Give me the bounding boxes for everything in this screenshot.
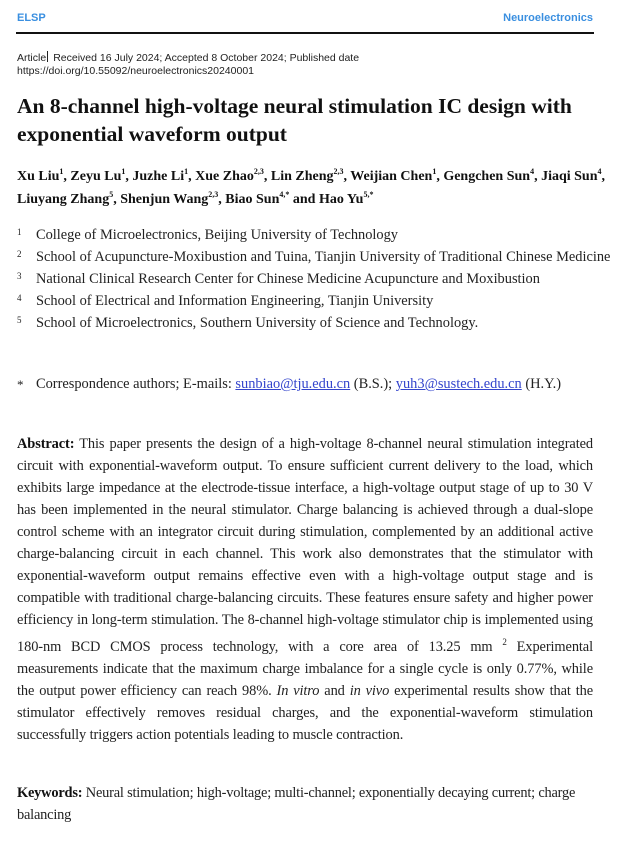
publisher-logo: ELSP [17,12,46,24]
author-affiliation-mark: 1 [121,167,126,176]
author-name: Gengchen Sun [443,169,531,184]
affiliation-number: 2 [17,249,22,259]
author-affiliation-mark: 2,3 [253,167,264,176]
author-separator: , [218,192,226,207]
journal-header [17,12,593,32]
author-name: Hao Yu [318,192,364,207]
author-separator: , [188,169,196,184]
author-separator: , [263,169,271,184]
type-separator [47,51,48,62]
paper-title: An 8-channel high-voltage neural stimulation IC design with exponential waveform output [17,94,572,146]
author-separator: , [63,169,71,184]
author-name: Jiaqi Sun [541,169,598,184]
author-affiliation-mark: 2,3 [208,190,219,199]
header-divider [16,32,594,34]
affiliation-number: 4 [17,293,22,303]
affiliation-text: School of Electrical and Information Engineering, Tianjin University [36,293,434,309]
article-type: Article [17,52,47,64]
affiliation-item [17,224,617,246]
affiliation-list [17,224,617,334]
affiliation-text: School of Microelectronics, Southern University of Science and Technology. [36,315,479,331]
email-link-sunbiao[interactable]: sunbiao@tju.edu.cn [235,376,351,392]
author-name: Juzhe Li [132,169,185,184]
author-name: Zeyu Lu [70,169,122,184]
affiliation-number: 5 [17,315,22,325]
keywords [17,782,617,826]
author-affiliation-mark: 5 [109,190,114,199]
keywords-label: Keywords: [17,785,83,801]
author-affiliation-mark: 1 [59,167,64,176]
article-dates-line [17,51,359,65]
journal-name: Neuroelectronics [503,12,593,24]
author-separator: , [601,169,606,184]
email-link-yuh3[interactable]: yuh3@sustech.edu.cn [395,376,522,392]
affiliation-text: College of Microelectronics, Beijing University of Technology [36,227,399,243]
author-affiliation-mark: 1 [184,167,189,176]
author-separator: , [113,192,121,207]
email2-tag: (H.Y.) [521,376,562,392]
author-name: Liuyang Zhang [17,192,110,207]
abstract-text-1: This paper presents the design of a high-voltage 8-channel neural stimulation integrated circuit with exponential-waveform output. To ensure sufficient current delivery to the load, which exhibits large impedance at the electrode-tissue interface, a high-voltage output stage of up to 30 V has been implemented in the neural stimulator. Charge balancing is achieved through a dual-slope control scheme with an integrator circuit during stimulation, complemented by an additional active charge-balancing circuit in each channel. This work also demonstrates that the stimulator with exponential-waveform output remains effective even with a high-voltage output stage and is compatible with traditional charge-balancing circuits. These features ensure safety and higher power efficiency in long-term stimulation. The 8-channel high-voltage stimulator chip is implemented using 180-nm BCD CMOS process technology, with a core area of 13.25 mm [17,436,593,656]
correspondence-star: * [17,377,24,392]
affiliation-text: School of Acupuncture-Moxibustion and Tuina, Tianjin University of Traditional Chinese Medicine [36,249,611,265]
author-affiliation-mark: 5,* [363,190,374,199]
author-affiliation-mark: 2,3 [333,167,344,176]
author-name: Biao Sun [225,192,280,207]
abstract [17,433,593,746]
abstract-text-2: Experimental measurements indicate that the maximum charge imbalance for a single cycle is only 0.77%, while the output power efficiency can reach 98%. [17,639,593,700]
affiliation-item [17,290,617,312]
email1-tag: (B.S.); [350,376,396,392]
author-affiliation-mark: 4 [597,167,602,176]
affiliation-number: 1 [17,227,22,237]
abstract-text-3: and [319,683,350,700]
affiliation-number: 3 [17,271,22,281]
affiliation-item [17,312,617,334]
author-separator: , [436,169,444,184]
abstract-label: Abstract: [17,436,75,452]
author-list [17,165,617,211]
article-dates: Received 16 July 2024; Accepted 8 October 2024; Published date [53,52,360,64]
author-separator: , [534,169,542,184]
author-name: Shenjun Wang [120,192,209,207]
author-separator: and [289,192,319,207]
author-affiliation-mark: 4,* [279,190,290,199]
author-name: Xue Zhao [195,169,254,184]
author-separator: , [125,169,133,184]
author-name: Weijian Chen [350,169,433,184]
author-affiliation-mark: 4 [530,167,535,176]
author-affiliation-mark: 1 [432,167,437,176]
abstract-in-vitro: In vitro [276,683,320,700]
article-meta [17,51,359,78]
affiliation-item [17,268,617,290]
abstract-text-4: experimental results show that the stimulator effectively removes residual charges, and the exponential-waveform stimulation successfully triggers action potentials leading to muscle contraction. [17,683,594,744]
affiliation-text: National Clinical Research Center for Chinese Medicine Acupuncture and Moxibustion [36,271,540,287]
correspondence [17,373,617,395]
abstract-superscript: 2 [502,637,507,648]
abstract-in-vivo: in vivo [349,683,390,700]
author-name: Lin Zheng [270,169,334,184]
article-doi[interactable]: https://doi.org/10.55092/neuroelectronics20240001 [17,65,255,77]
author-name: Xu Liu [17,169,60,184]
correspondence-prefix: Correspondence authors; E-mails: [36,376,236,392]
affiliation-item [17,246,617,268]
author-separator: , [343,169,351,184]
keywords-text: Neural stimulation; high-voltage; multi-channel; exponentially decaying current; charge balancing [17,785,576,823]
